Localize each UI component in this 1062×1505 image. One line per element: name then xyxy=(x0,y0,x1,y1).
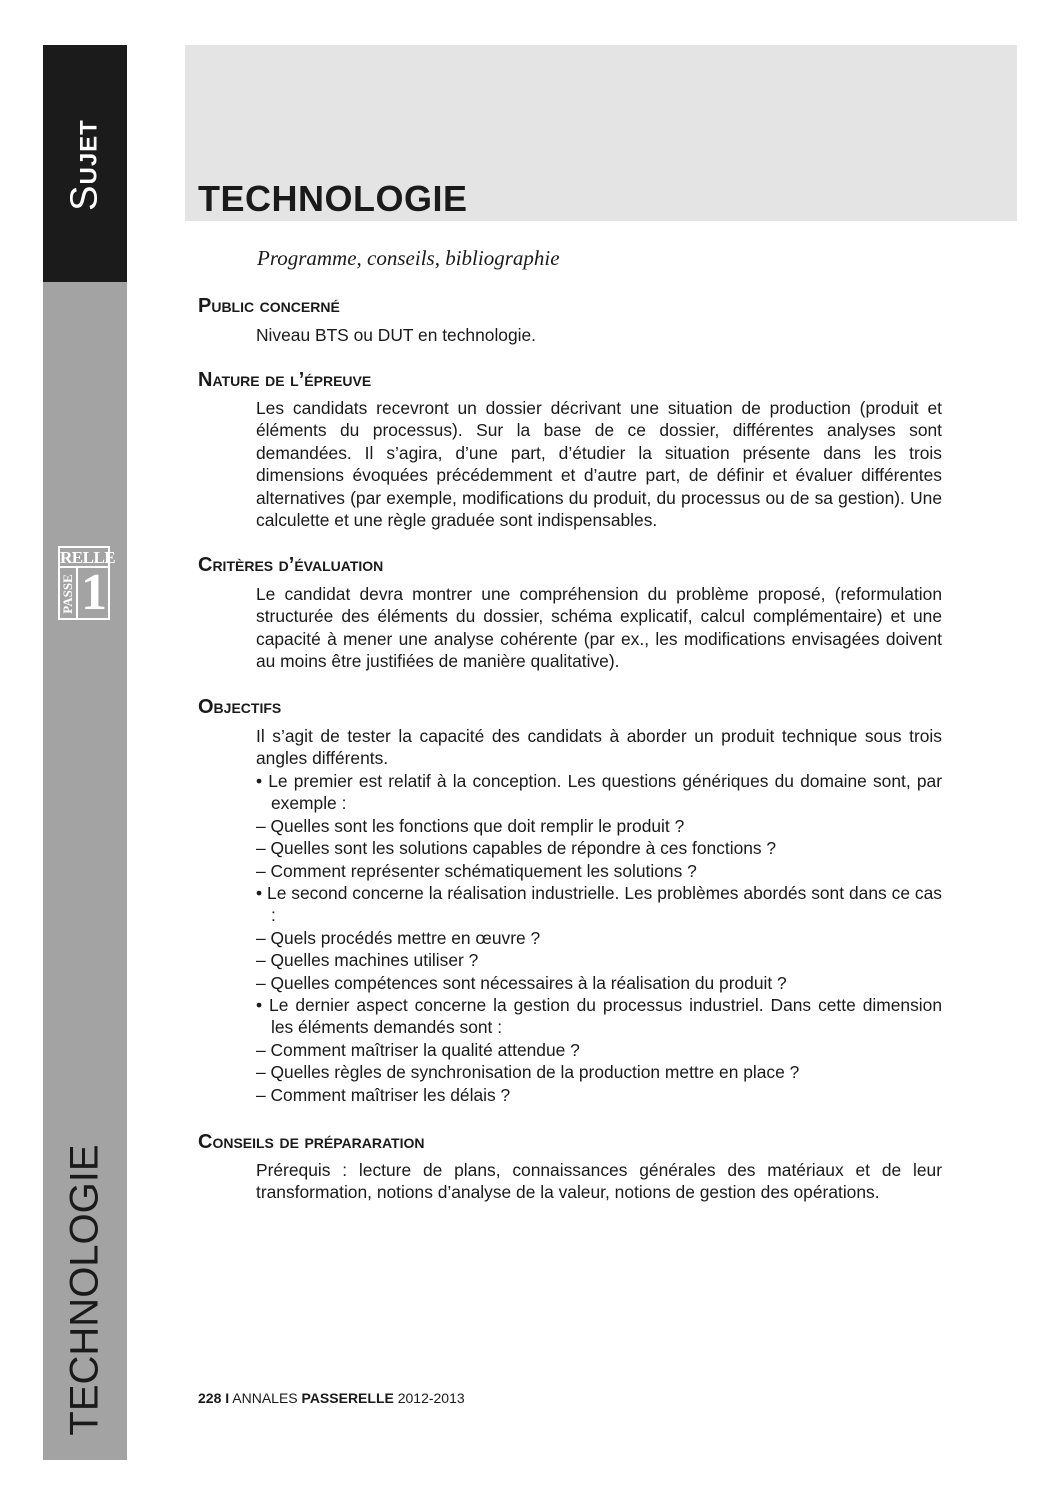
page-title: TECHNOLOGIE xyxy=(198,178,468,219)
text-criteres: Le candidat devra montrer une compréhension du problème proposé, (reformulation structurée des éléments du dossier, schéma explicatif, calcul complémentaire) et une capacité à mener une analyse cohérente (par ex., les modifications envisagées doivent au moins être justifiées de manière qualitative). xyxy=(256,584,942,672)
list-item: – Quelles machines utiliser ? xyxy=(256,950,479,971)
text-objectifs-intro: Il s’agit de tester la capacité des candidats à aborder un produit technique sous trois angles différents. xyxy=(256,726,942,769)
heading-criteres: Critères d’évaluation xyxy=(198,554,384,576)
page-subtitle: Programme, conseils, bibliographie xyxy=(257,246,560,270)
heading-conseils: Conseils de prépararation xyxy=(198,1131,425,1153)
heading-nature: Nature de l’épreuve xyxy=(198,369,372,391)
footer-annales: ANNALES xyxy=(232,1390,298,1406)
list-item: – Comment maîtriser la qualité attendue ? xyxy=(256,1039,580,1060)
logo-number: 1 xyxy=(81,564,107,621)
sidebar-label-initial: S xyxy=(63,184,106,211)
list-item: – Quelles compétences sont nécessaires à la réalisation du produit ? xyxy=(256,972,787,993)
list-item: – Comment représenter schématiquement les solutions ? xyxy=(256,860,697,881)
passerelle-logo xyxy=(58,546,116,621)
logo-side-box xyxy=(60,568,78,620)
text-conseils: Prérequis : lecture de plans, connaissances générales des matériaux et de leur transformation, notions d’analyse de la valeur, notions de gestion des opérations. xyxy=(256,1160,942,1203)
footer-page-number: 228 I xyxy=(198,1390,230,1406)
list-item: • Le second concerne la réalisation industrielle. Les problèmes abordés sont dans ce cas : xyxy=(256,883,942,926)
page-footer xyxy=(198,1390,465,1406)
list-item: • Le dernier aspect concerne la gestion du processus industriel. Dans cette dimension les éléments demandés sont : xyxy=(256,995,942,1038)
sidebar-label-rest: ujet xyxy=(66,119,105,185)
heading-objectifs: Objectifs xyxy=(198,696,282,718)
list-item: • Le premier est relatif à la conception. Les questions génériques du domaine sont, par exemple : xyxy=(256,771,942,814)
list-item: – Quels procédés mettre en œuvre ? xyxy=(256,927,541,948)
text-nature: Les candidats recevront un dossier décrivant une situation de production (produit et éléments du processus). Sur la base de ce dossier, différentes analyses sont demandées. Il s’agira, d’une part, d’étudier la situation présente dans les trois dimensions évoquées précédemment et d’autre part, de définir et évaluer différentes alternatives (par exemple, modifications du produit, du processus ou de sa gestion). Une calculette et une règle graduée sont indispensables. xyxy=(256,398,942,531)
heading-public: Public concerné xyxy=(198,295,340,317)
footer-years: 2012-2013 xyxy=(397,1390,465,1406)
list-item: – Quelles sont les fonctions que doit remplir le produit ? xyxy=(256,815,685,836)
objectifs-list xyxy=(256,770,942,1106)
list-item: – Quelles sont les solutions capables de répondre à ces fonctions ? xyxy=(256,838,777,859)
list-item: – Comment maîtriser les délais ? xyxy=(256,1084,511,1105)
sidebar-subject-label: TECHNOLOGIE xyxy=(62,1144,107,1436)
sidebar-section-label xyxy=(64,119,107,211)
logo-side-text: PASSE xyxy=(60,574,75,614)
logo-top-text: RELLE xyxy=(60,548,116,567)
list-item: – Quelles règles de synchronisation de la production mettre en place ? xyxy=(256,1062,800,1083)
footer-brand: PASSERELLE xyxy=(301,1390,394,1406)
text-public: Niveau BTS ou DUT en technologie. xyxy=(256,325,537,345)
